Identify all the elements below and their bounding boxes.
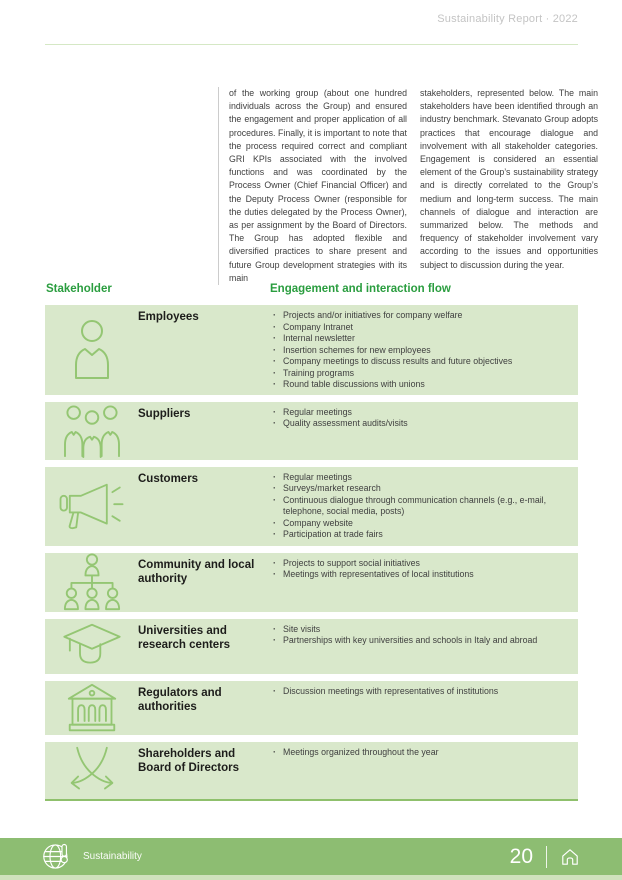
engagement-item: · Partnerships with key universities and schools in Italy and abroad [270, 635, 568, 647]
stakeholder-label: Suppliers [138, 407, 191, 420]
engagement-list [270, 553, 578, 612]
footer-bar [0, 838, 622, 875]
header-rule [45, 44, 578, 45]
stakeholder-label: Universities and research centers [138, 624, 231, 651]
globe-thermometer-icon [42, 841, 74, 872]
stakeholder-table [45, 305, 578, 801]
table-row-employees [45, 305, 578, 395]
engagement-item: · Regular meetings [270, 472, 568, 484]
engagement-item: · Meetings organized throughout the year [270, 747, 568, 759]
stakeholder-label: Shareholders and Board of Directors [138, 747, 239, 774]
bank-icon [45, 681, 138, 735]
engagement-item: · Insertion schemes for new employees [270, 345, 568, 357]
stakeholder-label: Customers [138, 472, 199, 485]
table-row-suppliers [45, 402, 578, 460]
footer-bottom-strip [0, 875, 622, 880]
engagement-item: · Regular meetings [270, 407, 568, 419]
graduation-cap-icon [45, 619, 138, 674]
home-icon[interactable] [560, 848, 580, 866]
engagement-list [270, 742, 578, 799]
table-headers [45, 283, 578, 301]
engagement-item: · Internal newsletter [270, 333, 568, 345]
stakeholder-label: Employees [138, 311, 199, 323]
org-hierarchy-icon [45, 553, 138, 612]
engagement-item: · Company meetings to discuss results and future objectives [270, 356, 568, 368]
engagement-item: · Training programs [270, 368, 568, 380]
page-header-title: Sustainability Report · 2022 [437, 13, 578, 25]
table-header-engagement: Engagement and interaction flow [270, 283, 451, 295]
engagement-item: · Surveys/market research [270, 483, 568, 495]
table-row-universities [45, 619, 578, 674]
stakeholder-label: Regulators and authorities [138, 686, 222, 713]
table-row-shareholders [45, 742, 578, 799]
intro-columns [218, 87, 598, 285]
footer-separator [546, 846, 547, 868]
intro-column-2: stakeholders, represented below. The main stakeholders have been identified through an industry benchmark. Stevanato Group adopts practices that encourage dialogue and involvement with all stakeholder categories. Engagement is considered an essential element of the Group’s sustainability strategy and is directly correlated to the Group’s medium and long-term success. The main channels of dialogue and interaction are summarized below. The methods and frequency of stakeholder involvement vary according to the issues and opportunities subject to discussion during the year. [420, 88, 598, 270]
engagement-list [270, 305, 578, 395]
people-group-icon [45, 402, 138, 460]
engagement-list [270, 619, 578, 674]
person-icon [45, 305, 138, 395]
engagement-item: · Site visits [270, 624, 568, 636]
stakeholder-label: Community and local authority [138, 558, 255, 585]
engagement-item: · Meetings with representatives of local institutions [270, 569, 568, 581]
crossed-arrows-icon [45, 742, 138, 799]
table-row-customers [45, 467, 578, 546]
footer-section-label: Sustainability [83, 851, 142, 862]
engagement-item: · Company Intranet [270, 322, 568, 334]
engagement-list [270, 467, 578, 546]
table-row-community [45, 553, 578, 612]
table-row-regulators [45, 681, 578, 735]
intro-column-1: of the working group (about one hundred individuals across the Group) and ensured the engagement and proper application of all procedures. Finally, it is important to note that the process required correct and compliant GRI KPIs associated with the involved functions and was coordinated by the Process Owner (Chief Financial Officer) and the Deputy Process Owner (responsible for the duties delegated by the Process Owner), as per assignment by the Board of Directors. The Group has adopted flexible and diversified practices to share present and future Group development strategies with its main [229, 88, 407, 283]
engagement-item: · Quality assessment audits/visits [270, 418, 568, 430]
engagement-list [270, 681, 578, 735]
engagement-item: · Round table discussions with unions [270, 379, 568, 391]
engagement-item: · Company website [270, 518, 568, 530]
page-number: 20 [509, 844, 533, 868]
engagement-item: · Projects to support social initiatives [270, 558, 568, 570]
engagement-item: · Participation at trade fairs [270, 529, 568, 541]
megaphone-icon [45, 467, 138, 546]
engagement-item: · Continuous dialogue through communication channels (e.g., e-mail, telephone, social media, posts) [270, 495, 568, 518]
engagement-item: · Projects and/or initiatives for company welfare [270, 310, 568, 322]
engagement-list [270, 402, 578, 460]
table-header-stakeholder: Stakeholder [46, 283, 112, 295]
engagement-item: · Discussion meetings with representatives of institutions [270, 686, 568, 698]
